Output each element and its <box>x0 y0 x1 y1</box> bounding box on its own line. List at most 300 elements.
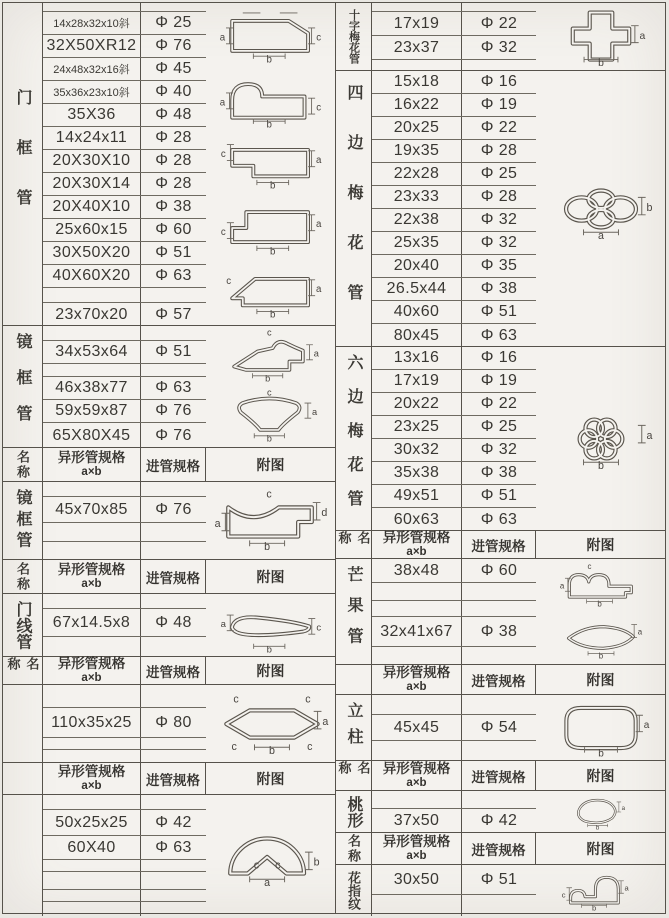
diameter-cell <box>462 791 536 808</box>
diameter-cell: Φ 38 <box>480 280 518 297</box>
spec-cell: 67x14.5x8 <box>43 609 141 636</box>
diameter-cell: Φ 25 <box>480 418 518 435</box>
right-table-half <box>336 3 665 913</box>
table-row <box>43 708 206 738</box>
header-name-cell: 名称 <box>3 560 43 593</box>
figure-box <box>540 561 662 610</box>
table-row <box>372 393 536 416</box>
dimension-label: b <box>597 459 604 472</box>
diameter-cell: Φ 76 <box>155 500 192 518</box>
spec-cell <box>43 795 141 809</box>
header-spec-line1: 异形管规格 <box>57 450 126 466</box>
table-row <box>43 609 206 637</box>
pipe-cross-section-diagram <box>210 70 332 130</box>
spec-cell: 46x38x77 <box>43 377 141 399</box>
spec-cell <box>372 3 462 11</box>
dimension-label: c <box>266 388 272 398</box>
diameter-cell: Φ 42 <box>480 812 518 829</box>
dimension-label: b <box>269 180 275 192</box>
table-row <box>43 685 206 708</box>
header-spec-line1: 异形管规格 <box>382 530 451 546</box>
dimension-label: a <box>623 883 629 893</box>
spec-cell: 80x45 <box>372 324 462 347</box>
pipe-cross-section-diagram <box>210 134 332 194</box>
diameter-cell: Φ 28 <box>155 152 192 169</box>
pipe-section <box>336 71 665 347</box>
spec-cell <box>43 902 141 916</box>
table-row <box>372 117 536 140</box>
header-name-cell: 名称 <box>336 761 372 790</box>
diameter-cell: Φ 28 <box>480 142 518 159</box>
figure-column <box>536 347 665 530</box>
dimension-label: c <box>304 693 311 706</box>
spec-cell: 35x38 <box>372 462 462 484</box>
figure-column <box>206 594 335 656</box>
dimension-label: c <box>586 561 591 571</box>
pipe-cross-section-diagram <box>540 697 662 759</box>
spec-cell <box>43 542 141 560</box>
category-label: 芒果管 <box>336 559 372 664</box>
spec-cell: 45x70x85 <box>43 497 141 522</box>
spec-cell <box>43 288 141 302</box>
spec-table <box>2 2 666 914</box>
table-row <box>372 36 536 60</box>
table-row <box>372 439 536 462</box>
header-figure-cell: 附图 <box>256 568 285 585</box>
table-row <box>43 104 206 127</box>
table-row <box>372 255 536 278</box>
pipe-cross-section-diagram <box>540 793 662 831</box>
dimension-label: c <box>220 148 226 160</box>
header-inlet-cell: 进管规格 <box>462 761 536 790</box>
diameter-cell: Φ 63 <box>155 379 192 396</box>
diameter-cell: Φ 51 <box>480 303 518 320</box>
table-row <box>43 265 206 288</box>
table-row <box>43 400 206 423</box>
pipe-section <box>336 347 665 531</box>
spec-cell <box>372 695 462 714</box>
figure-box <box>210 488 332 554</box>
spec-cell: 17x19 <box>372 370 462 392</box>
pipe-cross-section-diagram <box>210 388 332 445</box>
table-row <box>43 288 206 303</box>
figure-column <box>206 685 335 762</box>
table-row <box>43 81 206 104</box>
diameter-cell: Φ 22 <box>480 119 518 136</box>
dimension-label: a <box>263 876 270 889</box>
diameter-cell <box>462 583 536 600</box>
dimension-label: a <box>559 581 564 591</box>
diameter-cell: Φ 48 <box>155 106 192 123</box>
header-figure-cell: 附图 <box>256 456 285 473</box>
table-row <box>43 542 206 560</box>
dimension-label: b <box>266 54 272 66</box>
pipe-section <box>3 685 335 763</box>
pipe-cross-section-diagram <box>540 867 662 914</box>
diameter-cell: Φ 32 <box>480 211 518 228</box>
table-row <box>43 242 206 265</box>
dimension-label: c <box>230 740 237 753</box>
table-row <box>43 594 206 609</box>
spec-cell <box>43 364 141 376</box>
dimension-label: b <box>597 747 604 759</box>
diameter-cell: Φ 51 <box>480 487 518 504</box>
spec-cell <box>43 594 141 608</box>
category-label: 镜框管 <box>3 482 43 559</box>
category-label: 门线管 <box>3 594 43 656</box>
table-row <box>372 278 536 301</box>
diameter-cell <box>141 685 206 707</box>
header-spec-line2: a×b <box>81 779 102 792</box>
diameter-cell <box>141 364 206 376</box>
dimension-label: c <box>220 227 226 239</box>
header-spec-line1: 异形管规格 <box>382 665 451 681</box>
header-spec-line2: a×b <box>406 545 427 558</box>
spec-cell: 23x37 <box>372 36 462 59</box>
column-header-row <box>336 665 665 695</box>
pipe-cross-section-diagram <box>210 596 332 655</box>
pipe-cross-section-diagram <box>210 198 332 258</box>
diameter-cell: Φ 32 <box>480 38 518 56</box>
table-row <box>372 895 536 916</box>
header-inlet-cell: 进管规格 <box>141 560 206 593</box>
figure-box <box>540 5 662 69</box>
table-row <box>372 60 536 71</box>
table-row <box>372 485 536 508</box>
header-name-cell: 名称 <box>3 657 43 684</box>
column-header-row <box>336 833 665 865</box>
table-row <box>372 324 536 347</box>
spec-cell: 60X40 <box>43 836 141 859</box>
dimension-label: c <box>265 488 272 501</box>
figure-box <box>210 328 332 385</box>
table-row <box>372 232 536 255</box>
dimension-label: b <box>596 599 602 609</box>
dimension-label: a <box>220 618 226 630</box>
spec-cell <box>372 741 462 761</box>
dimension-label: b <box>313 856 320 869</box>
diameter-cell <box>141 637 206 657</box>
diameter-cell: Φ 57 <box>155 305 192 323</box>
dimension-label: b <box>266 118 272 130</box>
dimension-label: a <box>621 804 625 812</box>
table-row <box>372 791 536 809</box>
diameter-cell: Φ 28 <box>480 188 518 205</box>
dimension-label: b <box>595 823 599 831</box>
spec-cell <box>372 647 462 665</box>
header-spec-line2: a×b <box>81 671 102 684</box>
spec-cell <box>43 3 141 11</box>
figure-column <box>206 326 335 447</box>
header-spec-line2: a×b <box>406 680 427 693</box>
spec-cell: 50x25x25 <box>43 810 141 835</box>
table-row <box>43 810 206 836</box>
header-spec-cell <box>43 763 141 794</box>
diameter-cell: Φ 76 <box>155 402 192 419</box>
diameter-cell: Φ 16 <box>480 73 518 90</box>
spec-cell: 30x50 <box>372 865 462 894</box>
dimension-label: a <box>315 219 321 231</box>
diameter-cell <box>141 860 206 871</box>
table-row <box>43 150 206 173</box>
table-row <box>43 890 206 902</box>
diameter-cell <box>462 601 536 616</box>
pipe-cross-section-diagram <box>210 691 332 757</box>
diameter-cell <box>141 738 206 749</box>
header-name-cell <box>3 763 43 794</box>
table-row <box>372 865 536 895</box>
diameter-cell: Φ 60 <box>155 221 192 238</box>
header-spec-line1: 异形管规格 <box>57 656 126 672</box>
dimension-label: a <box>219 32 225 44</box>
column-header-row <box>3 560 335 594</box>
diameter-cell: Φ 25 <box>155 14 192 31</box>
figure-box <box>540 176 662 242</box>
table-row <box>43 58 206 81</box>
header-name-cell: 名称 <box>336 833 372 864</box>
spec-cell: 59x59x87 <box>43 400 141 422</box>
spec-cell: 13x16 <box>372 347 462 369</box>
spec-cell: 14x28x32x10斜 <box>43 12 141 34</box>
header-spec-cell <box>372 531 462 558</box>
header-spec-line2: a×b <box>406 776 427 789</box>
spec-cell: 16x22 <box>372 94 462 116</box>
diameter-cell <box>141 326 206 340</box>
dimension-label: b <box>269 246 275 258</box>
header-inlet-cell: 进管规格 <box>462 665 536 694</box>
pipe-cross-section-diagram <box>210 823 332 889</box>
spec-cell: 30X50X20 <box>43 242 141 264</box>
dimension-label: c <box>253 859 259 872</box>
pipe-section <box>3 3 335 326</box>
pipe-section <box>3 795 335 916</box>
figure-box <box>210 198 332 258</box>
column-header-row <box>336 531 665 559</box>
spec-cell: 14x24x11 <box>43 127 141 149</box>
figure-column <box>536 71 665 346</box>
column-header-row <box>3 448 335 482</box>
diameter-cell <box>141 795 206 809</box>
spec-cell: 32x41x67 <box>372 617 462 646</box>
diameter-cell: Φ 51 <box>155 343 192 360</box>
dimension-label: b <box>268 744 275 757</box>
spec-cell: 20X40X10 <box>43 196 141 218</box>
spec-cell: 49x51 <box>372 485 462 507</box>
left-table-half <box>3 3 336 913</box>
spec-cell: 24x48x32x16斜 <box>43 58 141 80</box>
pipe-section <box>3 594 335 657</box>
spec-cell: 20X30X10 <box>43 150 141 172</box>
table-row <box>43 523 206 542</box>
table-row <box>372 347 536 370</box>
pipe-cross-section-diagram <box>210 5 332 65</box>
figure-column <box>536 865 665 916</box>
table-row <box>372 94 536 117</box>
spec-cell <box>372 583 462 600</box>
spec-cell <box>43 637 141 657</box>
table-row <box>43 12 206 35</box>
table-row <box>372 583 536 601</box>
figure-box <box>540 613 662 662</box>
header-spec-line1: 异形管规格 <box>57 764 126 780</box>
diameter-cell <box>141 890 206 901</box>
pipe-cross-section-diagram <box>210 328 332 385</box>
diameter-cell: Φ 76 <box>155 37 192 54</box>
dimension-label: c <box>274 859 280 872</box>
dimension-label: c <box>306 740 312 753</box>
table-row <box>372 715 536 741</box>
header-figure-cell: 附图 <box>586 840 615 857</box>
spec-cell: 20x40 <box>372 255 462 277</box>
dimension-label: b <box>598 651 603 661</box>
dimension-label: a <box>646 429 652 442</box>
header-inlet-cell: 进管规格 <box>141 763 206 794</box>
table-row <box>372 370 536 393</box>
figure-box <box>210 263 332 323</box>
table-row <box>43 902 206 916</box>
dimension-label: b <box>263 540 270 553</box>
table-row <box>43 750 206 763</box>
table-row <box>43 341 206 364</box>
figure-column <box>206 482 335 559</box>
table-row <box>43 196 206 219</box>
diameter-cell: Φ 38 <box>480 464 518 481</box>
figure-box <box>210 5 332 65</box>
diameter-cell: Φ 35 <box>480 257 518 274</box>
spec-cell: 40X60X20 <box>43 265 141 287</box>
header-inlet-cell: 进管规格 <box>141 448 206 481</box>
diameter-cell <box>141 542 206 560</box>
header-figure-cell: 附图 <box>256 662 285 679</box>
table-row <box>43 795 206 810</box>
header-spec-line2: a×b <box>81 577 102 590</box>
diameter-cell: Φ 38 <box>155 198 192 215</box>
table-row <box>43 423 206 448</box>
table-row <box>43 637 206 657</box>
category-label: 立柱 <box>336 695 372 760</box>
diameter-cell: Φ 63 <box>480 326 518 344</box>
pipe-section <box>3 326 335 448</box>
header-spec-cell <box>43 448 141 481</box>
dimension-label: a <box>637 627 642 637</box>
pipe-section <box>336 695 665 761</box>
figure-column <box>536 791 665 832</box>
dimension-label: b <box>266 643 272 655</box>
spec-cell <box>43 685 141 707</box>
figure-box <box>540 406 662 472</box>
table-row <box>43 219 206 242</box>
header-spec-line1: 异形管规格 <box>382 834 451 850</box>
header-inlet-cell: 进管规格 <box>462 531 536 558</box>
spec-cell: 22x28 <box>372 163 462 185</box>
dimension-label: a <box>597 229 604 242</box>
pipe-cross-section-diagram <box>540 406 662 472</box>
header-spec-cell <box>43 657 141 684</box>
spec-cell: 23x33 <box>372 186 462 208</box>
table-row <box>372 186 536 209</box>
table-row <box>43 303 206 326</box>
dimension-label: a <box>643 719 649 731</box>
figure-column <box>206 3 335 325</box>
table-row <box>372 809 536 833</box>
table-row <box>372 559 536 583</box>
category-label: 四边梅花管 <box>336 71 372 346</box>
dimension-label: c <box>315 32 321 44</box>
dimension-label: b <box>266 433 272 444</box>
spec-cell: 110x35x25 <box>43 708 141 737</box>
dimension-label: b <box>646 201 652 214</box>
pipe-cross-section-diagram <box>540 613 662 662</box>
pipe-section <box>336 559 665 665</box>
diameter-cell: Φ 32 <box>480 441 518 458</box>
header-inlet-cell: 进管规格 <box>462 833 536 864</box>
diameter-cell: Φ 48 <box>155 613 192 631</box>
dimension-label: a <box>315 283 321 295</box>
diameter-cell <box>141 482 206 496</box>
diameter-cell <box>141 3 206 11</box>
diameter-cell <box>141 750 206 763</box>
diameter-cell <box>462 647 536 665</box>
diameter-cell <box>462 895 536 916</box>
header-figure-cell: 附图 <box>586 671 615 688</box>
spec-cell <box>43 750 141 763</box>
dimension-label: c <box>232 693 239 706</box>
table-row <box>43 3 206 12</box>
table-row <box>43 326 206 341</box>
header-spec-line2: a×b <box>81 465 102 478</box>
figure-box <box>210 691 332 757</box>
header-spec-line2: a×b <box>406 849 427 862</box>
spec-cell <box>43 523 141 541</box>
category-label: 六边梅花管 <box>336 347 372 530</box>
spec-cell <box>372 895 462 916</box>
table-row <box>372 209 536 232</box>
pipe-cross-section-diagram <box>540 561 662 610</box>
spec-cell: 20X30X14 <box>43 173 141 195</box>
table-row <box>43 872 206 890</box>
diameter-cell: Φ 16 <box>480 349 518 366</box>
spec-cell: 26.5x44 <box>372 278 462 300</box>
figure-box <box>540 867 662 914</box>
diameter-cell: Φ 51 <box>480 870 518 888</box>
diameter-cell: Φ 19 <box>480 96 518 113</box>
header-name-cell: 名称 <box>3 448 43 481</box>
diameter-cell: Φ 28 <box>155 175 192 192</box>
table-row <box>43 860 206 872</box>
dimension-label: a <box>313 348 319 359</box>
table-row <box>372 741 536 761</box>
table-row <box>372 601 536 617</box>
dimension-label: d <box>320 506 327 519</box>
diameter-cell: Φ 63 <box>155 838 192 856</box>
dimension-label: c <box>315 102 321 114</box>
header-inlet-cell: 进管规格 <box>141 657 206 684</box>
dimension-label: c <box>561 890 566 900</box>
table-row <box>43 127 206 150</box>
spec-cell <box>43 738 141 749</box>
table-row <box>43 35 206 58</box>
diameter-cell: Φ 51 <box>155 244 192 261</box>
header-name-cell: 名称 <box>336 531 372 558</box>
figure-column <box>536 695 665 760</box>
header-spec-cell <box>372 761 462 790</box>
category-label: 门框管 <box>3 3 43 325</box>
header-figure-cell: 附图 <box>586 536 615 553</box>
category-label: 桃形 <box>336 791 372 832</box>
spec-cell: 25x35 <box>372 232 462 254</box>
spec-cell: 17x19 <box>372 12 462 35</box>
diameter-cell: Φ 45 <box>155 60 192 77</box>
